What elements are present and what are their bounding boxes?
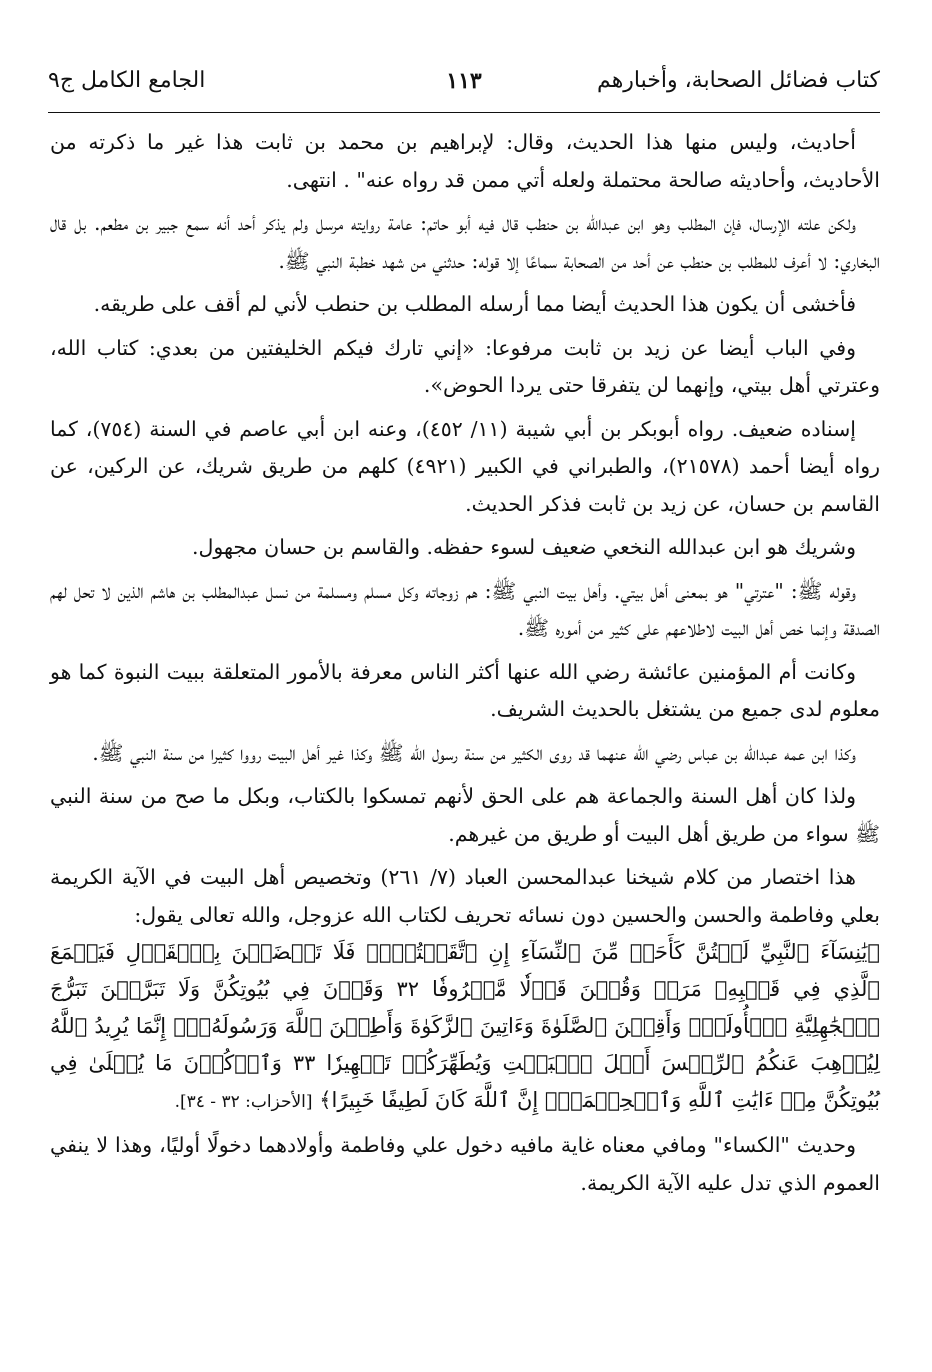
paragraph: إسناده ضعيف. رواه أبوبكر بن أبي شيبة (١١/ ٤٥٢)، وعنه ابن أبي عاصم في السنة (٧٥٤)، كما رواه أيضا أحمد (٢١٥٧٨)، والطبراني في الكبير (٤٩٢١) كلهم من طريق شريك، عن الركين، عن القاسم بن حسان، عن زيد بن ثابت فذكر الحديث. — [50, 416, 881, 516]
page-header — [48, 66, 880, 106]
paragraph: وشريك هو ابن عبدالله النخعي ضعيف لسوء حفظه. والقاسم بن حسان مجهول. — [191, 535, 856, 559]
page-number: ١١٣ — [446, 68, 482, 94]
paragraph: وفي الباب أيضا عن زيد بن ثابت مرفوعا: «إني تارك فيكم الخليفتين من بعدي: كتاب الله، وعترتي أهل بيتي، وإنهما لن يتفرقا حتى يردا الحوض». — [50, 335, 880, 397]
chapter-title: كتاب فضائل الصحابة، وأخبارهم — [597, 68, 880, 93]
paragraph: ولذا كان أهل السنة والجماعة هم على الحق لأنهم تمسكوا بالكتاب، وبكل ما صح من سنة النبي ﷺ سواء من طريق أهل البيت أو طريق من غيرهم. — [50, 784, 880, 846]
paragraph: وقوله ﷺ: "عترتي" هو بمعنى أهل بيتي. وأهل بيت النبي ﷺ: هم زوجاته وكل مسلم ومسلمة من نسل عبدالمطلب بن هاشم الذين لا تحل لهم الصدقة وإنما خص أهل البيت لاطلاعهم على كثير من أموره ﷺ. — [50, 578, 880, 640]
paragraph: أحاديث، وليس منها هذا الحديث، وقال: لإبراهيم بن محمد بن ثابت هذا غير ما ذكرته من الأحاديث، وأحاديثه صالحة محتملة ولعله أتي ممن قد رواه عنه" . انتهى. — [50, 130, 880, 192]
paragraph: وكذا ابن عمه عبدالله بن عباس رضي الله عنهما قد روى الكثير من سنة رسول الله ﷺ وكذا غير أهل البيت رووا كثيرا من سنة النبي ﷺ. — [92, 740, 856, 765]
quran-verse — [50, 934, 880, 1121]
book-title: الجامع الكامل ج٩ — [48, 68, 206, 93]
closing-paragraph: وحديث "الكساء" ومافي معناه غاية مافيه دخول علي وفاطمة وأولادهما دخولًا أوليًا، وهذا لا ينفي العموم الذي تدل عليه الآية الكريمة. — [50, 1133, 880, 1195]
header-divider — [48, 112, 880, 113]
quran-text: ﴿يَٰنِسَآءَ ٱلنَّبِيِّ لَسۡتُنَّ كَأَحَدٖ مِّنَ ٱلنِّسَآءِ إِنِ ٱتَّقَيۡتُنَّۚ فَلَا تَخۡضَعۡنَ بِٱلۡقَوۡلِ فَيَطۡمَعَ ٱلَّذِي فِي قَلۡبِهِۦ مَرَضٞ وَقُلۡنَ قَوۡلٗا مَّعۡرُوفٗا ٣٢ وَقَرۡنَ فِي بُيُوتِكُنَّ وَلَا تَبَرَّجۡنَ تَبَرُّجَ ٱلۡجَٰهِلِيَّةِ ٱلۡأُولَىٰۖ وَأَقِمۡنَ ٱلصَّلَوٰةَ وَءَاتِينَ ٱلزَّكَوٰةَ وَأَطِعۡنَ ٱللَّهَ وَرَسُولَهُۥٓۚ إِنَّمَا يُرِيدُ ٱللَّهُ لِيُذۡهِبَ عَنكُمُ ٱلرِّجۡسَ أَهۡلَ ٱلۡبَيۡتِ وَيُطَهِّرَكُمۡ تَطۡهِيرٗا ٣٣ وَٱذۡكُرۡنَ مَا يُتۡلَىٰ فِي بُيُوتِكُنَّ مِنۡ ءَايَٰتِ ٱللَّهِ وَٱلۡحِكۡمَةِۚ إِنَّ ٱللَّهَ كَانَ لَطِيفًا خَبِيرًا﴾ — [50, 940, 880, 1112]
paragraph: فأخشى أن يكون هذا الحديث أيضا مما أرسله المطلب بن حنطب لأني لم أقف على طريقه. — [93, 292, 856, 316]
quran-reference: [الأحزاب: ٣٢ - ٣٤]. — [174, 1092, 313, 1112]
paragraph: هذا اختصار من كلام شيخنا عبدالمحسن العباد (٧/ ٢٦١) وتخصيص أهل البيت في الآية الكريمة بعلي وفاطمة والحسن والحسين دون نسائه تحريف لكتاب الله عزوجل، والله تعالى يقول: — [50, 865, 880, 927]
paragraph: ولكن علته الإرسال، فإن المطلب وهو ابن عبدالله بن حنطب قال فيه أبو حاتم: عامة روايته مرسل ولم يذكر أحد أنه سمع جبير بن مطعم. بل قال البخاري: لا أعرف للمطلب بن حنطب عن أحد من الصحابة سماعًا إلا قوله: حدثني من شهد خطبة النبي ﷺ. — [50, 211, 880, 273]
page-body — [50, 124, 880, 1208]
paragraph: وكانت أم المؤمنين عائشة رضي الله عنها أكثر الناس معرفة بالأمور المتعلقة ببيت النبوة كما هو معلوم لدى جميع من يشتغل بالحديث الشريف. — [50, 659, 880, 721]
